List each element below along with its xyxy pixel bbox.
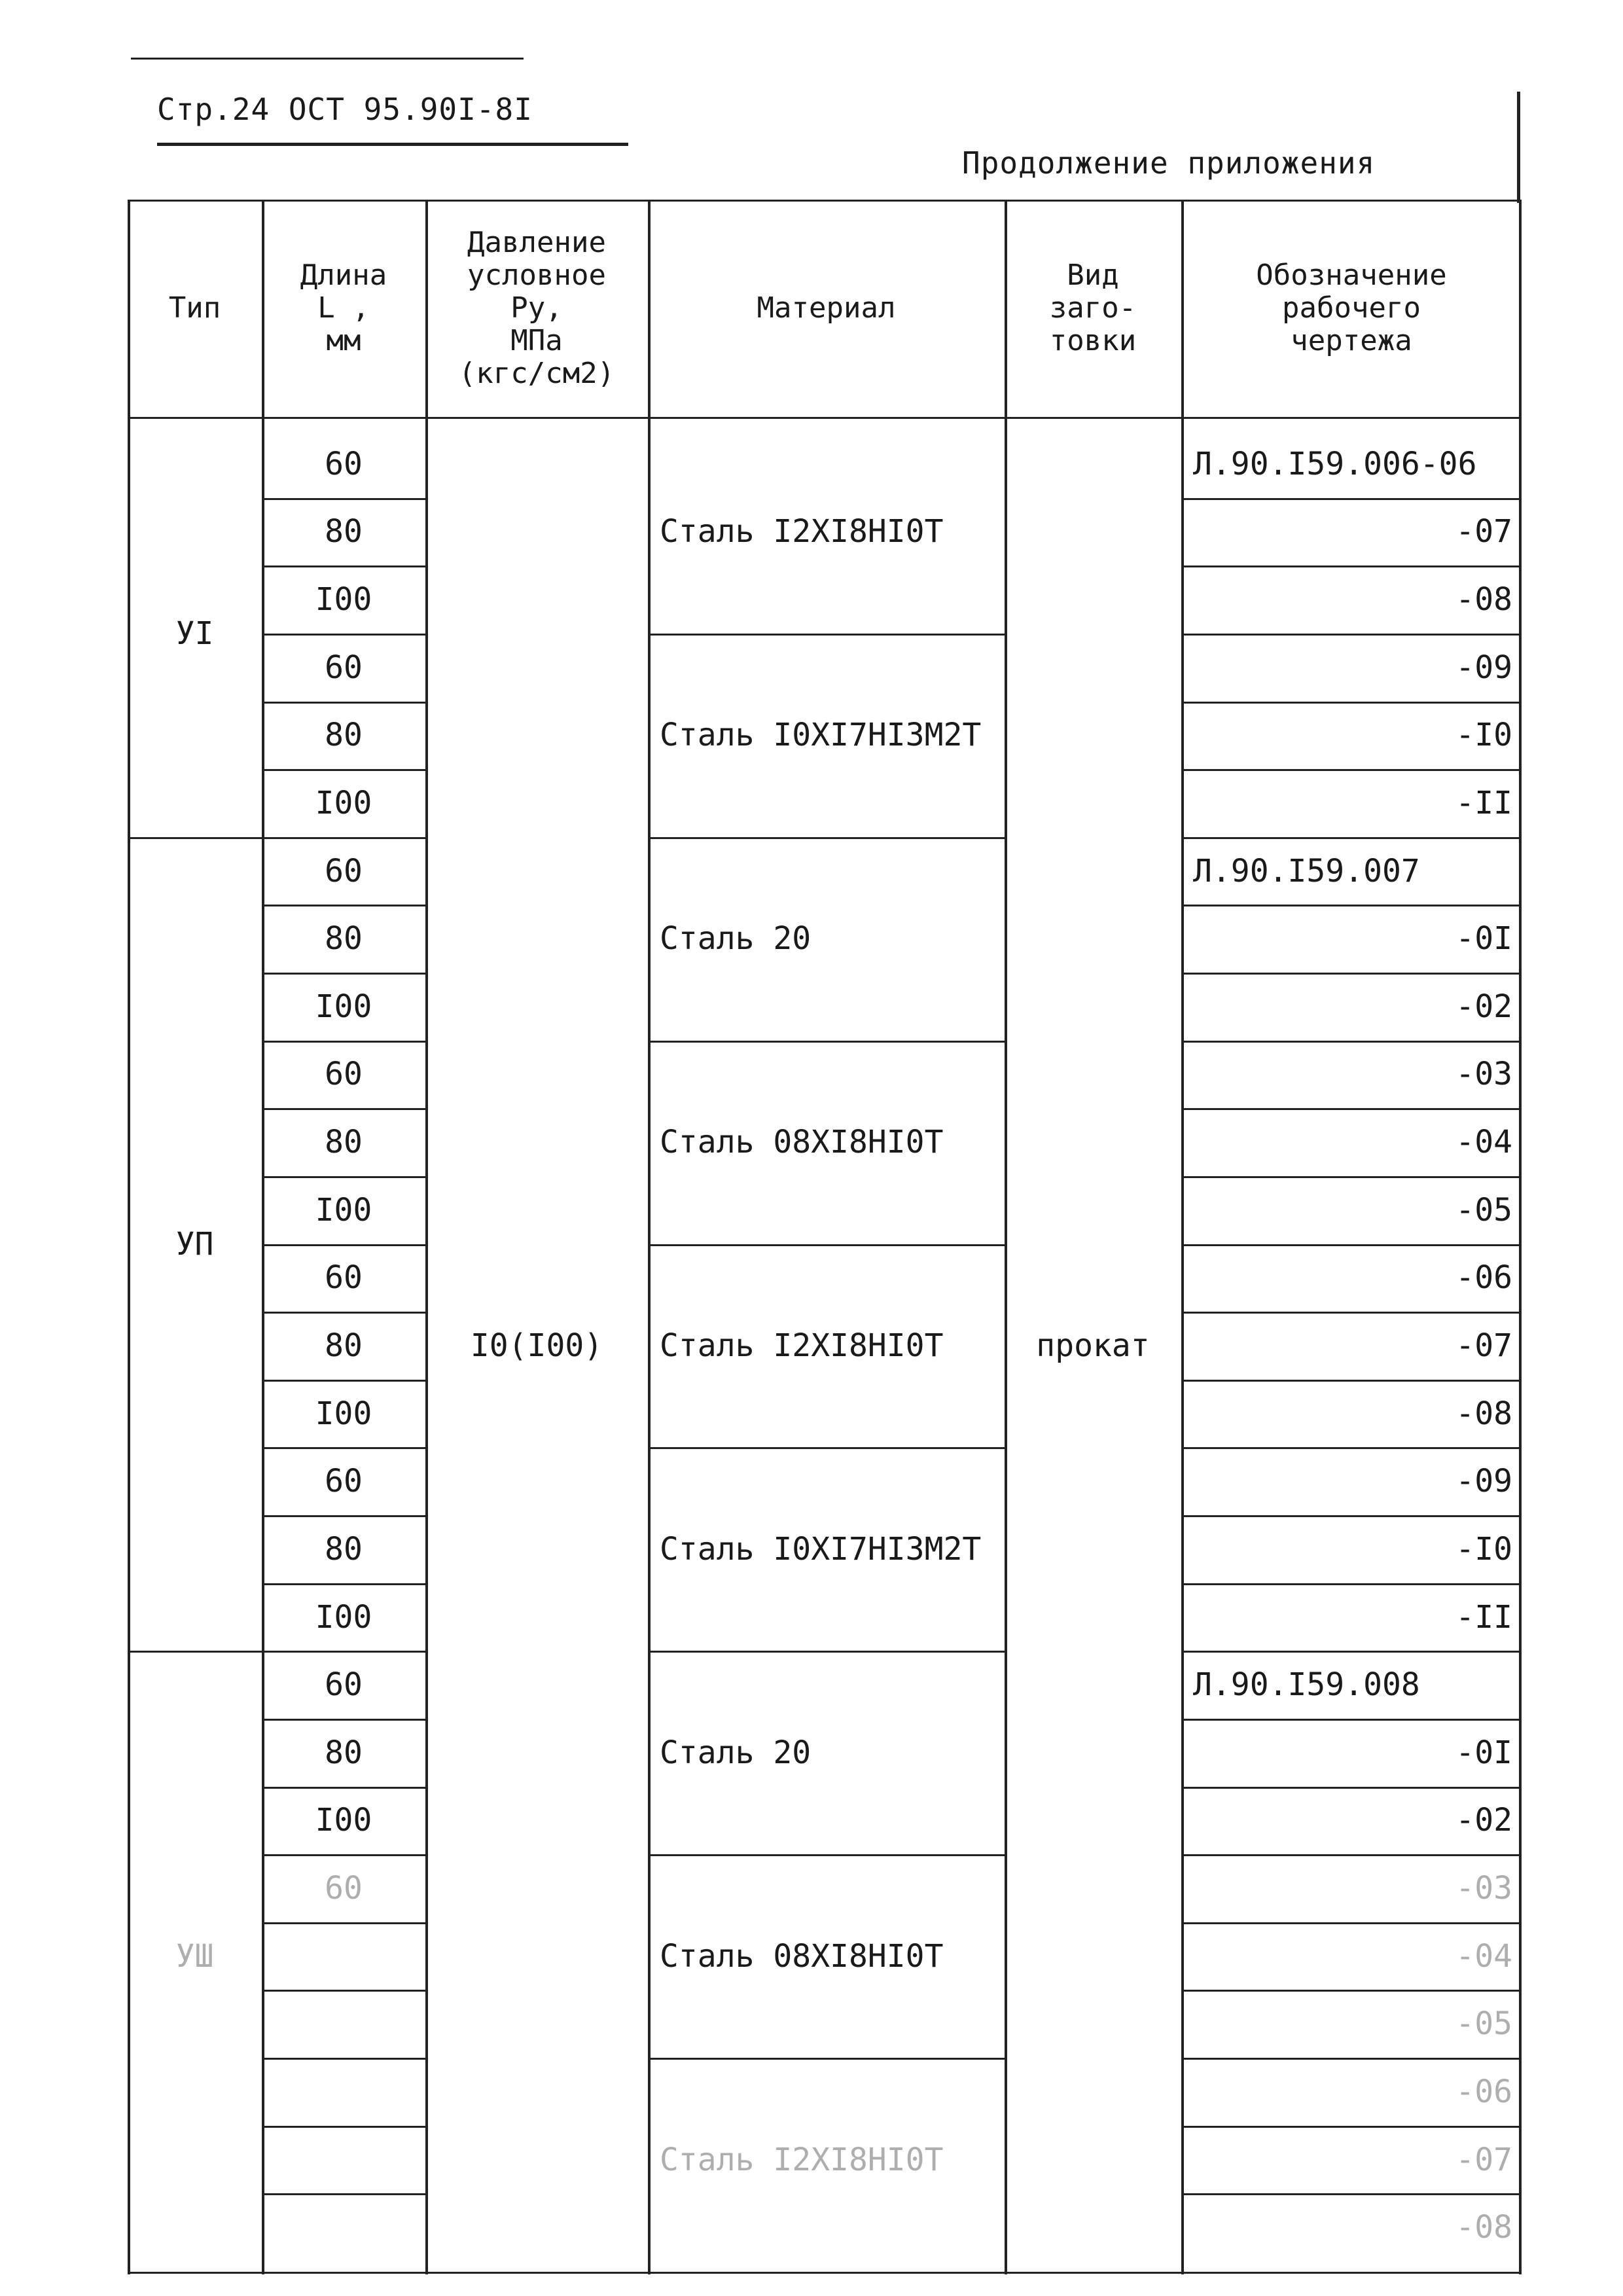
row-divider	[262, 1447, 425, 1449]
length-cell	[262, 1922, 425, 1990]
drawing-cell: -04	[1455, 1124, 1512, 1161]
length-cell: 60	[325, 649, 363, 686]
length-cell: 80	[325, 1327, 363, 1364]
drawing-cell: -02	[1455, 988, 1512, 1025]
length-cell	[262, 2058, 425, 2126]
drawing-cell: -03	[1455, 1056, 1512, 1093]
length-cell: I00	[315, 1802, 372, 1839]
length-cell: 80	[325, 513, 363, 550]
drawing-cell: -06	[1455, 2073, 1512, 2110]
material-cell: Сталь 08XI8HI0T	[660, 1124, 944, 1161]
material-divider	[648, 1041, 1005, 1043]
row-divider	[1181, 702, 1522, 704]
length-cell: 80	[325, 1734, 363, 1771]
row-divider	[1181, 1041, 1522, 1043]
row-divider	[1181, 2058, 1522, 2060]
row-divider	[1181, 769, 1522, 771]
length-cell: I00	[315, 988, 372, 1025]
row-divider	[262, 2058, 425, 2060]
material-divider	[648, 1244, 1005, 1246]
length-cell: 60	[325, 852, 363, 889]
row-divider	[262, 1312, 425, 1314]
drawing-cell: -II	[1455, 784, 1512, 821]
drawing-cell: -07	[1455, 2141, 1512, 2178]
header-bottom-border	[128, 417, 1522, 419]
column-header-type: Тип	[168, 291, 221, 325]
column-header-material: Материал	[757, 291, 896, 325]
drawing-cell: -05	[1455, 2005, 1512, 2043]
length-cell	[262, 1990, 425, 2058]
length-cell	[262, 2126, 425, 2194]
row-divider	[1181, 565, 1522, 567]
table-top-border	[128, 200, 1522, 202]
drawing-cell: -03	[1455, 1870, 1512, 1907]
row-divider	[1181, 1176, 1522, 1178]
column-header-pressure: Давление условное Pу, МПа (кгс/см2)	[458, 226, 615, 390]
row-divider	[1181, 1719, 1522, 1721]
length-cell: I00	[315, 1395, 372, 1432]
row-divider	[262, 2193, 425, 2195]
row-divider	[1181, 973, 1522, 975]
page-header: Стр.24 ОСТ 95.90I-8I	[157, 92, 533, 127]
top-rule	[131, 58, 524, 60]
row-divider	[1181, 1380, 1522, 1382]
length-cell: 60	[325, 1056, 363, 1093]
drawing-cell: -08	[1455, 581, 1512, 619]
drawing-cell: -08	[1455, 2209, 1512, 2246]
type-cell: УП	[175, 1225, 214, 1263]
row-divider	[1181, 1515, 1522, 1517]
drawing-cell: Л.90.I59.006-06	[1193, 445, 1477, 482]
type-cell: УI	[175, 615, 214, 652]
drawing-cell: -06	[1455, 1259, 1512, 1297]
row-divider	[262, 905, 425, 906]
length-cell: 60	[325, 445, 363, 482]
material-divider	[648, 837, 1005, 839]
blank-type-cell: прокат	[1036, 1327, 1150, 1364]
type-cell: УШ	[175, 1937, 214, 1975]
length-cell: 60	[325, 1463, 363, 1500]
material-cell: Сталь I0XI7HI3M2T	[660, 1530, 982, 1568]
header-underline	[157, 143, 628, 146]
row-divider	[262, 1244, 425, 1246]
material-divider	[648, 2058, 1005, 2060]
material-cell: Сталь 08XI8HI0T	[660, 1937, 944, 1975]
continuation-label: Продолжение приложения	[962, 145, 1376, 181]
row-divider	[1181, 1244, 1522, 1246]
row-divider	[1181, 1787, 1522, 1789]
length-cell: 80	[325, 920, 363, 958]
drawing-cell: -0I	[1455, 920, 1512, 958]
material-divider	[648, 1854, 1005, 1856]
length-cell	[262, 2193, 425, 2261]
row-divider	[1181, 905, 1522, 906]
row-divider	[262, 1108, 425, 1110]
length-cell: 60	[325, 1666, 363, 1704]
material-cell: Сталь I2XI8HI0T	[660, 513, 944, 550]
row-divider	[262, 1922, 425, 1924]
row-divider	[262, 769, 425, 771]
group-divider	[128, 1651, 262, 1653]
material-divider	[648, 634, 1005, 636]
row-divider	[1181, 1854, 1522, 1856]
row-divider	[1181, 1922, 1522, 1924]
drawing-cell: Л.90.I59.007	[1193, 852, 1420, 889]
row-divider	[1181, 1312, 1522, 1314]
length-cell: I00	[315, 1598, 372, 1636]
drawing-cell: -I0	[1455, 717, 1512, 754]
length-cell: I00	[315, 581, 372, 619]
length-cell: 80	[325, 1124, 363, 1161]
pressure-cell: I0(I00)	[470, 1327, 603, 1364]
material-divider	[648, 1447, 1005, 1449]
material-divider	[648, 1651, 1005, 1653]
row-divider	[262, 1854, 425, 1856]
drawing-cell: -09	[1455, 1463, 1512, 1500]
group-divider	[128, 837, 262, 839]
drawing-cell: -07	[1455, 1327, 1512, 1364]
row-divider	[1181, 2126, 1522, 2128]
right-margin-rule	[1517, 92, 1520, 203]
length-cell: I00	[315, 784, 372, 821]
column-header-length: Длина L , мм	[300, 259, 387, 357]
drawing-cell: Л.90.I59.008	[1193, 1666, 1420, 1704]
drawing-cell: -04	[1455, 1937, 1512, 1975]
material-cell: Сталь I0XI7HI3M2T	[660, 717, 982, 754]
drawing-cell: -09	[1455, 649, 1512, 686]
row-divider	[1181, 1583, 1522, 1585]
row-divider	[1181, 2193, 1522, 2195]
column-header-blank: Вид заго- товки	[1049, 259, 1137, 357]
length-cell: 80	[325, 1530, 363, 1568]
drawing-cell: -I0	[1455, 1530, 1512, 1568]
material-cell: Сталь I2XI8HI0T	[660, 1327, 944, 1364]
row-divider	[262, 1651, 425, 1653]
row-divider	[262, 1990, 425, 1992]
drawing-cell: -II	[1455, 1598, 1512, 1636]
row-divider	[262, 1041, 425, 1043]
table-bottom-border	[128, 2272, 1522, 2274]
row-divider	[1181, 837, 1522, 839]
length-cell: 60	[325, 1870, 363, 1907]
drawing-cell: -02	[1455, 1802, 1512, 1839]
column-header-drawing: Обозначение рабочего чертежа	[1256, 259, 1447, 357]
material-cell: Сталь I2XI8HI0T	[660, 2141, 944, 2178]
row-divider	[262, 565, 425, 567]
drawing-cell: -07	[1455, 513, 1512, 550]
row-divider	[262, 1719, 425, 1721]
row-divider	[262, 1515, 425, 1517]
row-divider	[1181, 1990, 1522, 1992]
drawing-cell: -05	[1455, 1191, 1512, 1229]
length-cell: I00	[315, 1191, 372, 1229]
length-cell: 60	[325, 1259, 363, 1297]
row-divider	[262, 1583, 425, 1585]
material-cell: Сталь 20	[660, 1734, 812, 1771]
material-cell: Сталь 20	[660, 920, 812, 958]
row-divider	[262, 1787, 425, 1789]
row-divider	[262, 1176, 425, 1178]
row-divider	[1181, 1447, 1522, 1449]
drawing-cell: -0I	[1455, 1734, 1512, 1771]
spec-table	[128, 200, 1522, 2274]
row-divider	[262, 1380, 425, 1382]
row-divider	[262, 2126, 425, 2128]
row-divider	[262, 498, 425, 500]
row-divider	[1181, 1651, 1522, 1653]
row-divider	[262, 973, 425, 975]
row-divider	[1181, 634, 1522, 636]
row-divider	[1181, 1108, 1522, 1110]
drawing-cell: -08	[1455, 1395, 1512, 1432]
row-divider	[1181, 498, 1522, 500]
row-divider	[262, 634, 425, 636]
length-cell: 80	[325, 717, 363, 754]
row-divider	[262, 702, 425, 704]
row-divider	[262, 837, 425, 839]
